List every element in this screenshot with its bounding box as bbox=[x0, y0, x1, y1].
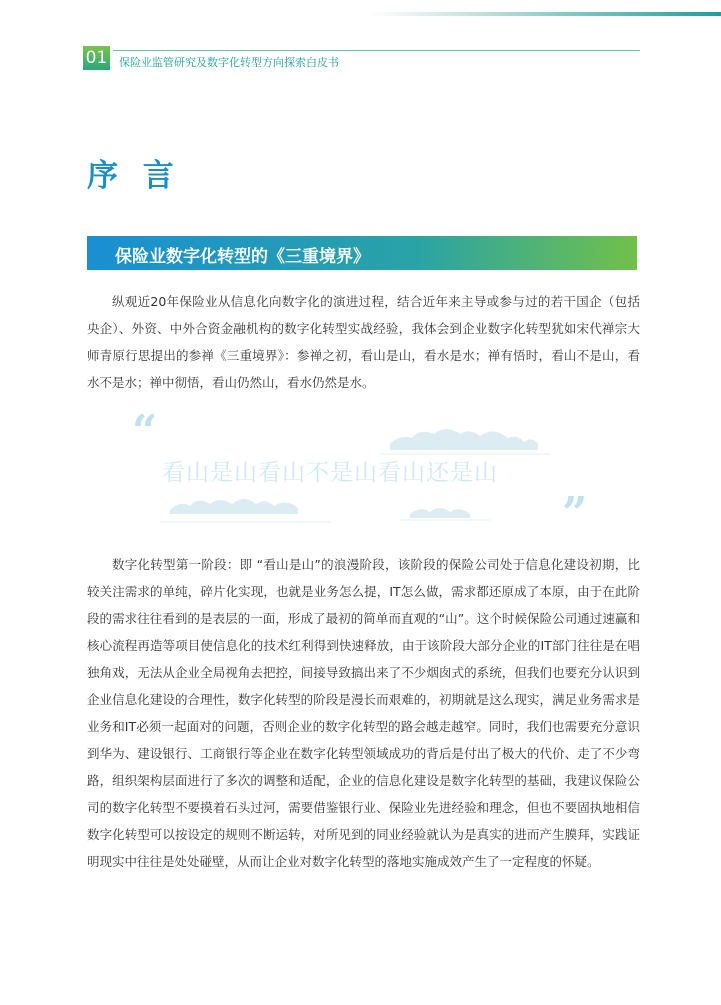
mist-top-right bbox=[390, 429, 538, 450]
stage-one-paragraph: 数字化转型第一阶段：即 “看山是山”的浪漫阶段，该阶段的保险公司处于信息化建设初期，比较关注需求的单纯，碎片化实现，也就是业务怎么提，IT怎么做，需求都还原成了本原，由于在此阶段的需求往往看到的是表层的一面，形成了最初的简单而直观的“山”。这个时候保险公司通过速赢和核心流程再造等项目使信息化的技术红利得到快速释放，由于该阶段大部分企业的IT部门往往是在唱独角戏，无法从企业全局视角去把控，间接导致搞出来了不少烟囱式的系统，但我们也要充分认识到企业信息化建设的合理性，数字化转型的阶段是漫长而艰难的，初期就是这么现实，满足业务需求是业务和IT必须一起面对的问题，否则企业的数字化转型的路会越走越窄。同时，我们也需要充分意识到华为、建设银行、工商银行等企业在数字化转型领域成功的背后是付出了极大的代价、走了不少弯路，组织架构层面进行了多次的调整和适配，企业的信息化建设是数字化转型的基础，我建议保险公司的数字化转型不要摸着石头过河，需要借鉴银行业、保险业先进经验和理念，但也不要固执地相信数字化转型可以按设定的规则不断运转，对所见到的同业经验就认为是真实的进而产生膜拜，实践证明现实中往往是处处碰壁，从而让企业对数字化转型的落地实施成效产生了一定程度的怀疑。 bbox=[87, 557, 640, 869]
mist-bottom-right bbox=[410, 508, 470, 518]
intro-paragraph: 纵观近20年保险业从信息化向数字化的演进过程，结合近年来主导或参与过的若干国企（包括央企）、外资、中外合资金融机构的数字化转型实战经验，我体会到企业数字化转型犹如宋代禅宗大师青原行思提出的参禅《三重境界》：参禅之初，看山是山，看水是水；禅有悟时，看山不是山，看水不是水；禅中彻悟，看山仍然山，看水仍然是水。 bbox=[87, 294, 640, 390]
section-title: 保险业数字化转型的《三重境界》 bbox=[115, 247, 370, 267]
quote-block bbox=[130, 406, 600, 539]
chapter-badge: 01 bbox=[83, 46, 110, 70]
close-quote-icon: ” bbox=[562, 488, 588, 539]
section-banner bbox=[87, 236, 637, 270]
quote-text: 看山是山看山不是山看山还是山 bbox=[162, 460, 498, 486]
book-title: 保险业监管研究及数字化转型方向探索白皮书 bbox=[119, 56, 339, 69]
open-quote-icon: “ bbox=[132, 406, 158, 457]
top-gradient-bar bbox=[370, 12, 721, 16]
header-rule bbox=[113, 50, 640, 51]
mist-bottom-left bbox=[170, 499, 298, 514]
page-title: 序 言 bbox=[87, 158, 181, 194]
